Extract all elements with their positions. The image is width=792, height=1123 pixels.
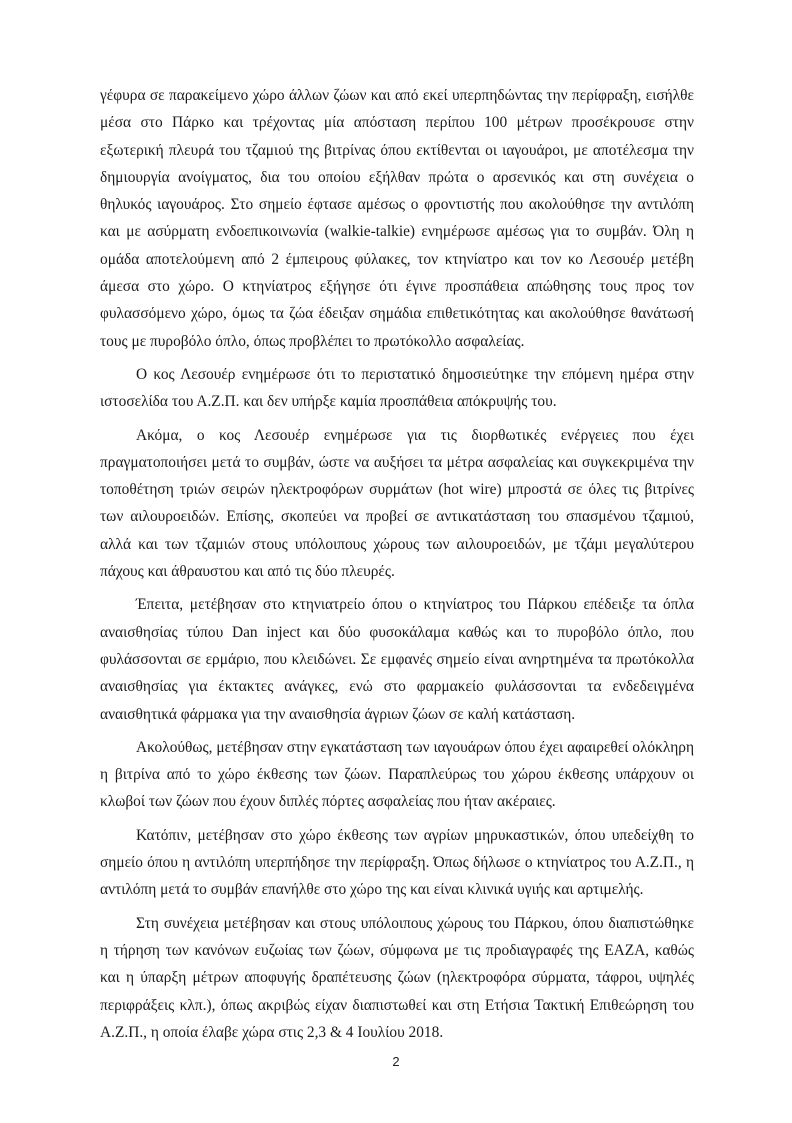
- paragraph-veterinary-clinic: Έπειτα, μετέβησαν στο κτηνιατρείο όπου ο κτηνίατρος του Πάρκου επέδειξε τα όπλα αναισθησίας τύπου Dan inject και δύο φυσοκάλαμα καθώς και το πυροβόλο όπλο, που φυλάσσονται σε ερμάριο, που κλειδώνει. Σε εμφανές σημείο είναι ανηρτημένα τα πρωτόκολλα αναισθησίας για έκτακτες ανάγκες, ενώ στο φαρμακείο φυλάσσονται τα ενδεδειγμένα αναισθητικά φάρμακα για την αναισθησία άγριων ζώων σε καλή κατάσταση.: [100, 596, 694, 723]
- page-number: 2: [392, 1054, 400, 1069]
- paragraph-publication: Ο κος Λεσουέρ ενημέρωσε ότι το περιστατικό δημοσιεύτηκε την επόμενη ημέρα στην ιστοσελίδα του Α.Ζ.Π. και δεν υπήρξε καμία προσπάθεια απόκρυψής του.: [100, 365, 694, 411]
- paragraph-corrective-actions: Ακόμα, ο κος Λεσουέρ ενημέρωσε για τις διορθωτικές ενέργειες που έχει πραγματοποιήσει μετά το συμβάν, ώστε να αυξήσει τα μέτρα ασφαλείας και συγκεκριμένα την τοποθέτηση τριών σειρών ηλεκτροφόρων συρμάτων (hot wire) μπροστά σε όλες τις βιτρίνες των αιλουροειδών. Επίσης, σκοπεύει να προβεί σε αντικατάσταση του σπασμένου τζαμιού, αλλά και των τζαμιών στους υπόλοιπους χώρους των αιλουροειδών, με τζάμι μεγαλύτερου πάχους και άθραυστου και από τις δύο πλευρές.: [100, 426, 694, 581]
- paragraph-ruminants-area: Κατόπιν, μετέβησαν στο χώρο έκθεσης των αγρίων μηρυκαστικών, όπου υπεδείχθη το σημείο όπου η αντιλόπη υπερπήδησε την περίφραξη. Όπως δήλωσε ο κτηνίατρος του Α.Ζ.Π., η αντιλόπη μετά το συμβάν επανήλθε στο χώρο της και είναι κλινικά υγιής και αρτιμελής.: [100, 826, 694, 899]
- paragraph-park-inspection: Στη συνέχεια μετέβησαν και στους υπόλοιπους χώρους του Πάρκου, όπου διαπιστώθηκε η τήρηση των κανόνων ευζωίας των ζώων, σύμφωνα με τις προδιαγραφές της ΕΑΖΑ, καθώς και η ύπαρξη μέτρων αποφυγής δραπέτευσης ζώων (ηλεκτροφόρα σύρματα, τάφροι, υψηλές περιφράξεις κλπ.), όπως ακριβώς είχαν διαπιστωθεί και στη Ετήσια Τακτική Επιθεώρηση του Α.Ζ.Π., η οποία έλαβε χώρα στις 2,3 & 4 Ιουλίου 2018.: [100, 914, 694, 1041]
- paragraph-incident-continuation: γέφυρα σε παρακείμενο χώρο άλλων ζώων και από εκεί υπερπηδώντας την περίφραξη, εισήλθε μέσα στο Πάρκο και τρέχοντας μία απόσταση περίπου 100 μέτρων προσέκρουσε στην εξωτερική πλευρά του τζαμιού της βιτρίνας όπου εκτίθενται οι ιαγουάροι, με αποτέλεσμα την δημιουργία ανοίγματος, δια του οποίου εξήλθαν πρώτα ο αρσενικός και στη συνέχεια ο θηλυκός ιαγουάρος. Στο σημείο έφτασε αμέσως ο φροντιστής που ακολούθησε την αντιλόπη και με ασύρματη ενδοεπικοινωνία (walkie-talkie) ενημέρωσε αμέσως για το συμβάν. Όλη η ομάδα αποτελούμενη από 2 έμπειρους φύλακες, τον κτηνίατρο και τον κο Λεσουέρ μετέβη άμεσα στο χώρο. Ο κτηνίατρος εξήγησε ότι έγινε προσπάθεια απώθησης τους προς τον φυλασσόμενο χώρο, όμως τα ζώα έδειξαν σημάδια επιθετικότητας και ακολούθησε θανάτωσή τους με πυροβόλο όπλο, όπως προβλέπει το πρωτόκολλο ασφαλείας.: [100, 87, 694, 350]
- document-body: [100, 82, 694, 1052]
- paragraph-jaguar-enclosure: Ακολούθως, μετέβησαν στην εγκατάσταση των ιαγουάρων όπου έχει αφαιρεθεί ολόκληρη η βιτρίνα από το χώρο έκθεσης των ζώων. Παραπλεύρως του χώρου έκθεσης υπάρχουν οι κλωβοί των ζώων που έχουν διπλές πόρτες ασφαλείας που ήταν ακέραιες.: [100, 738, 694, 811]
